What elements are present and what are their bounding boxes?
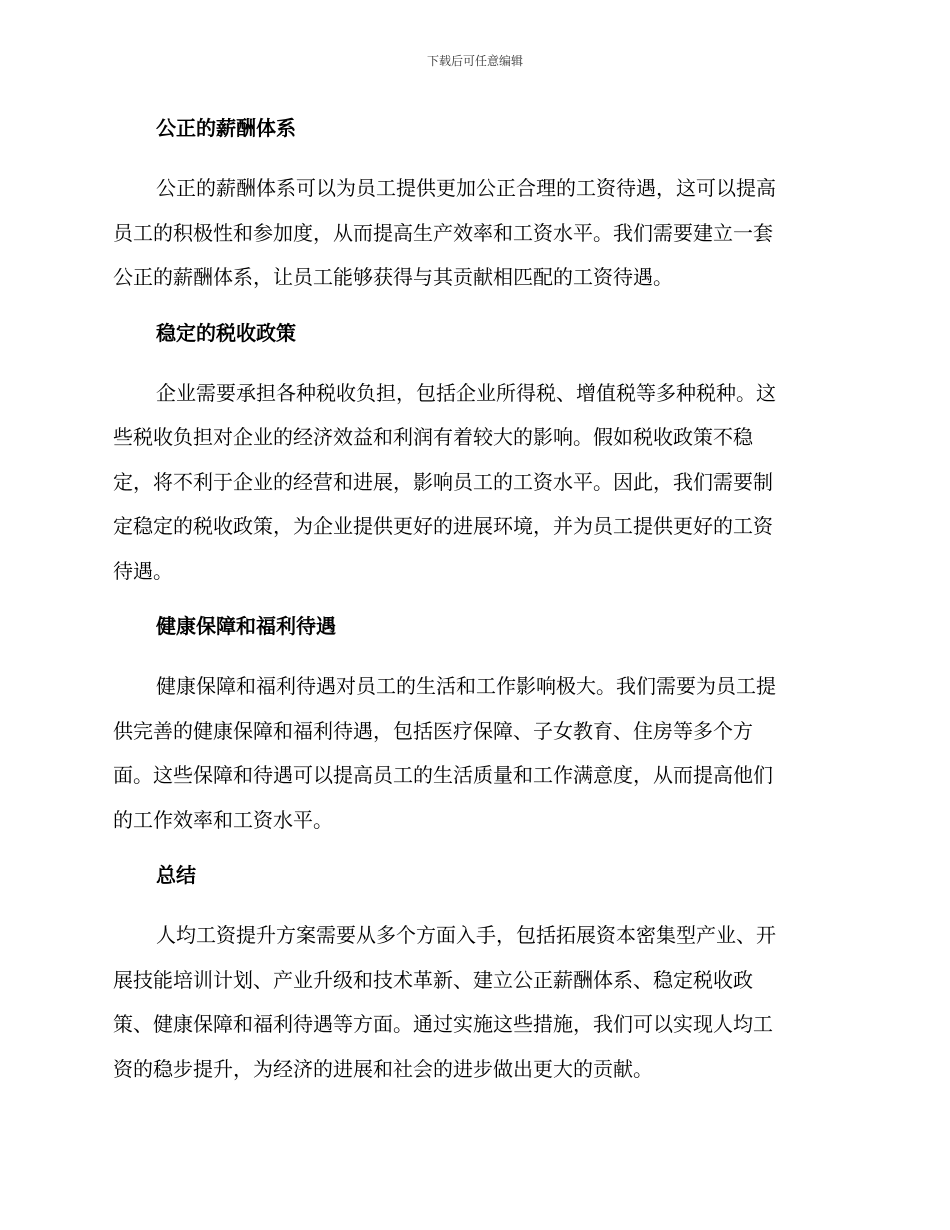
section-heading-summary: 总结 bbox=[156, 863, 196, 887]
document-body bbox=[113, 112, 837, 1091]
section-paragraph-summary: 人均工资提升方案需要从多个方面入手，包括拓展资本密集型产业、开 展技能培训计划、产业升级和技术革新、建立公正薪酬体系、稳定税收政 策、健康保障和福利待遇等方面。通过实施这些措施，我们可以实现人均工 资的稳步提升，为经济的进展和社会的进步做出更大的贡献。 bbox=[113, 923, 776, 1081]
section-heading-tax-policy: 稳定的税收政策 bbox=[156, 320, 296, 345]
section-paragraph-tax-policy: 企业需要承担各种税收负担，包括企业所得税、增值税等多种税种。这 些税收负担对企业的经济效益和利润有着较大的影响。假如税收政策不稳 定，将不利于企业的经营和进展，影响员工的工资水平。因此，我们需要制 定稳定的税收政策，为企业提供更好的进展环境，并为员工提供更好的工资 待遇。 bbox=[113, 380, 776, 583]
section-paragraph-fair-pay: 公正的薪酬体系可以为员工提供更加公正合理的工资待遇，这可以提高 员工的积极性和参加度，从而提高生产效率和工资水平。我们需要建立一套 公正的薪酬体系，让员工能够获得与其贡献相匹配的工资待遇。 bbox=[113, 176, 776, 289]
section-heading-fair-pay: 公正的薪酬体系 bbox=[156, 116, 296, 140]
section-heading-health-welfare: 健康保障和福利待遇 bbox=[156, 614, 336, 638]
page-header: 下载后可任意编辑 bbox=[426, 54, 523, 68]
section-paragraph-health-welfare: 健康保障和福利待遇对员工的生活和工作影响极大。我们需要为员工提 供完善的健康保障和福利待遇，包括医疗保障、子女教育、住房等多个方 面。这些保障和待遇可以提高员工的生活质量和工作满意度，从而提高他们 的工作效率和工资水平。 bbox=[113, 674, 776, 832]
